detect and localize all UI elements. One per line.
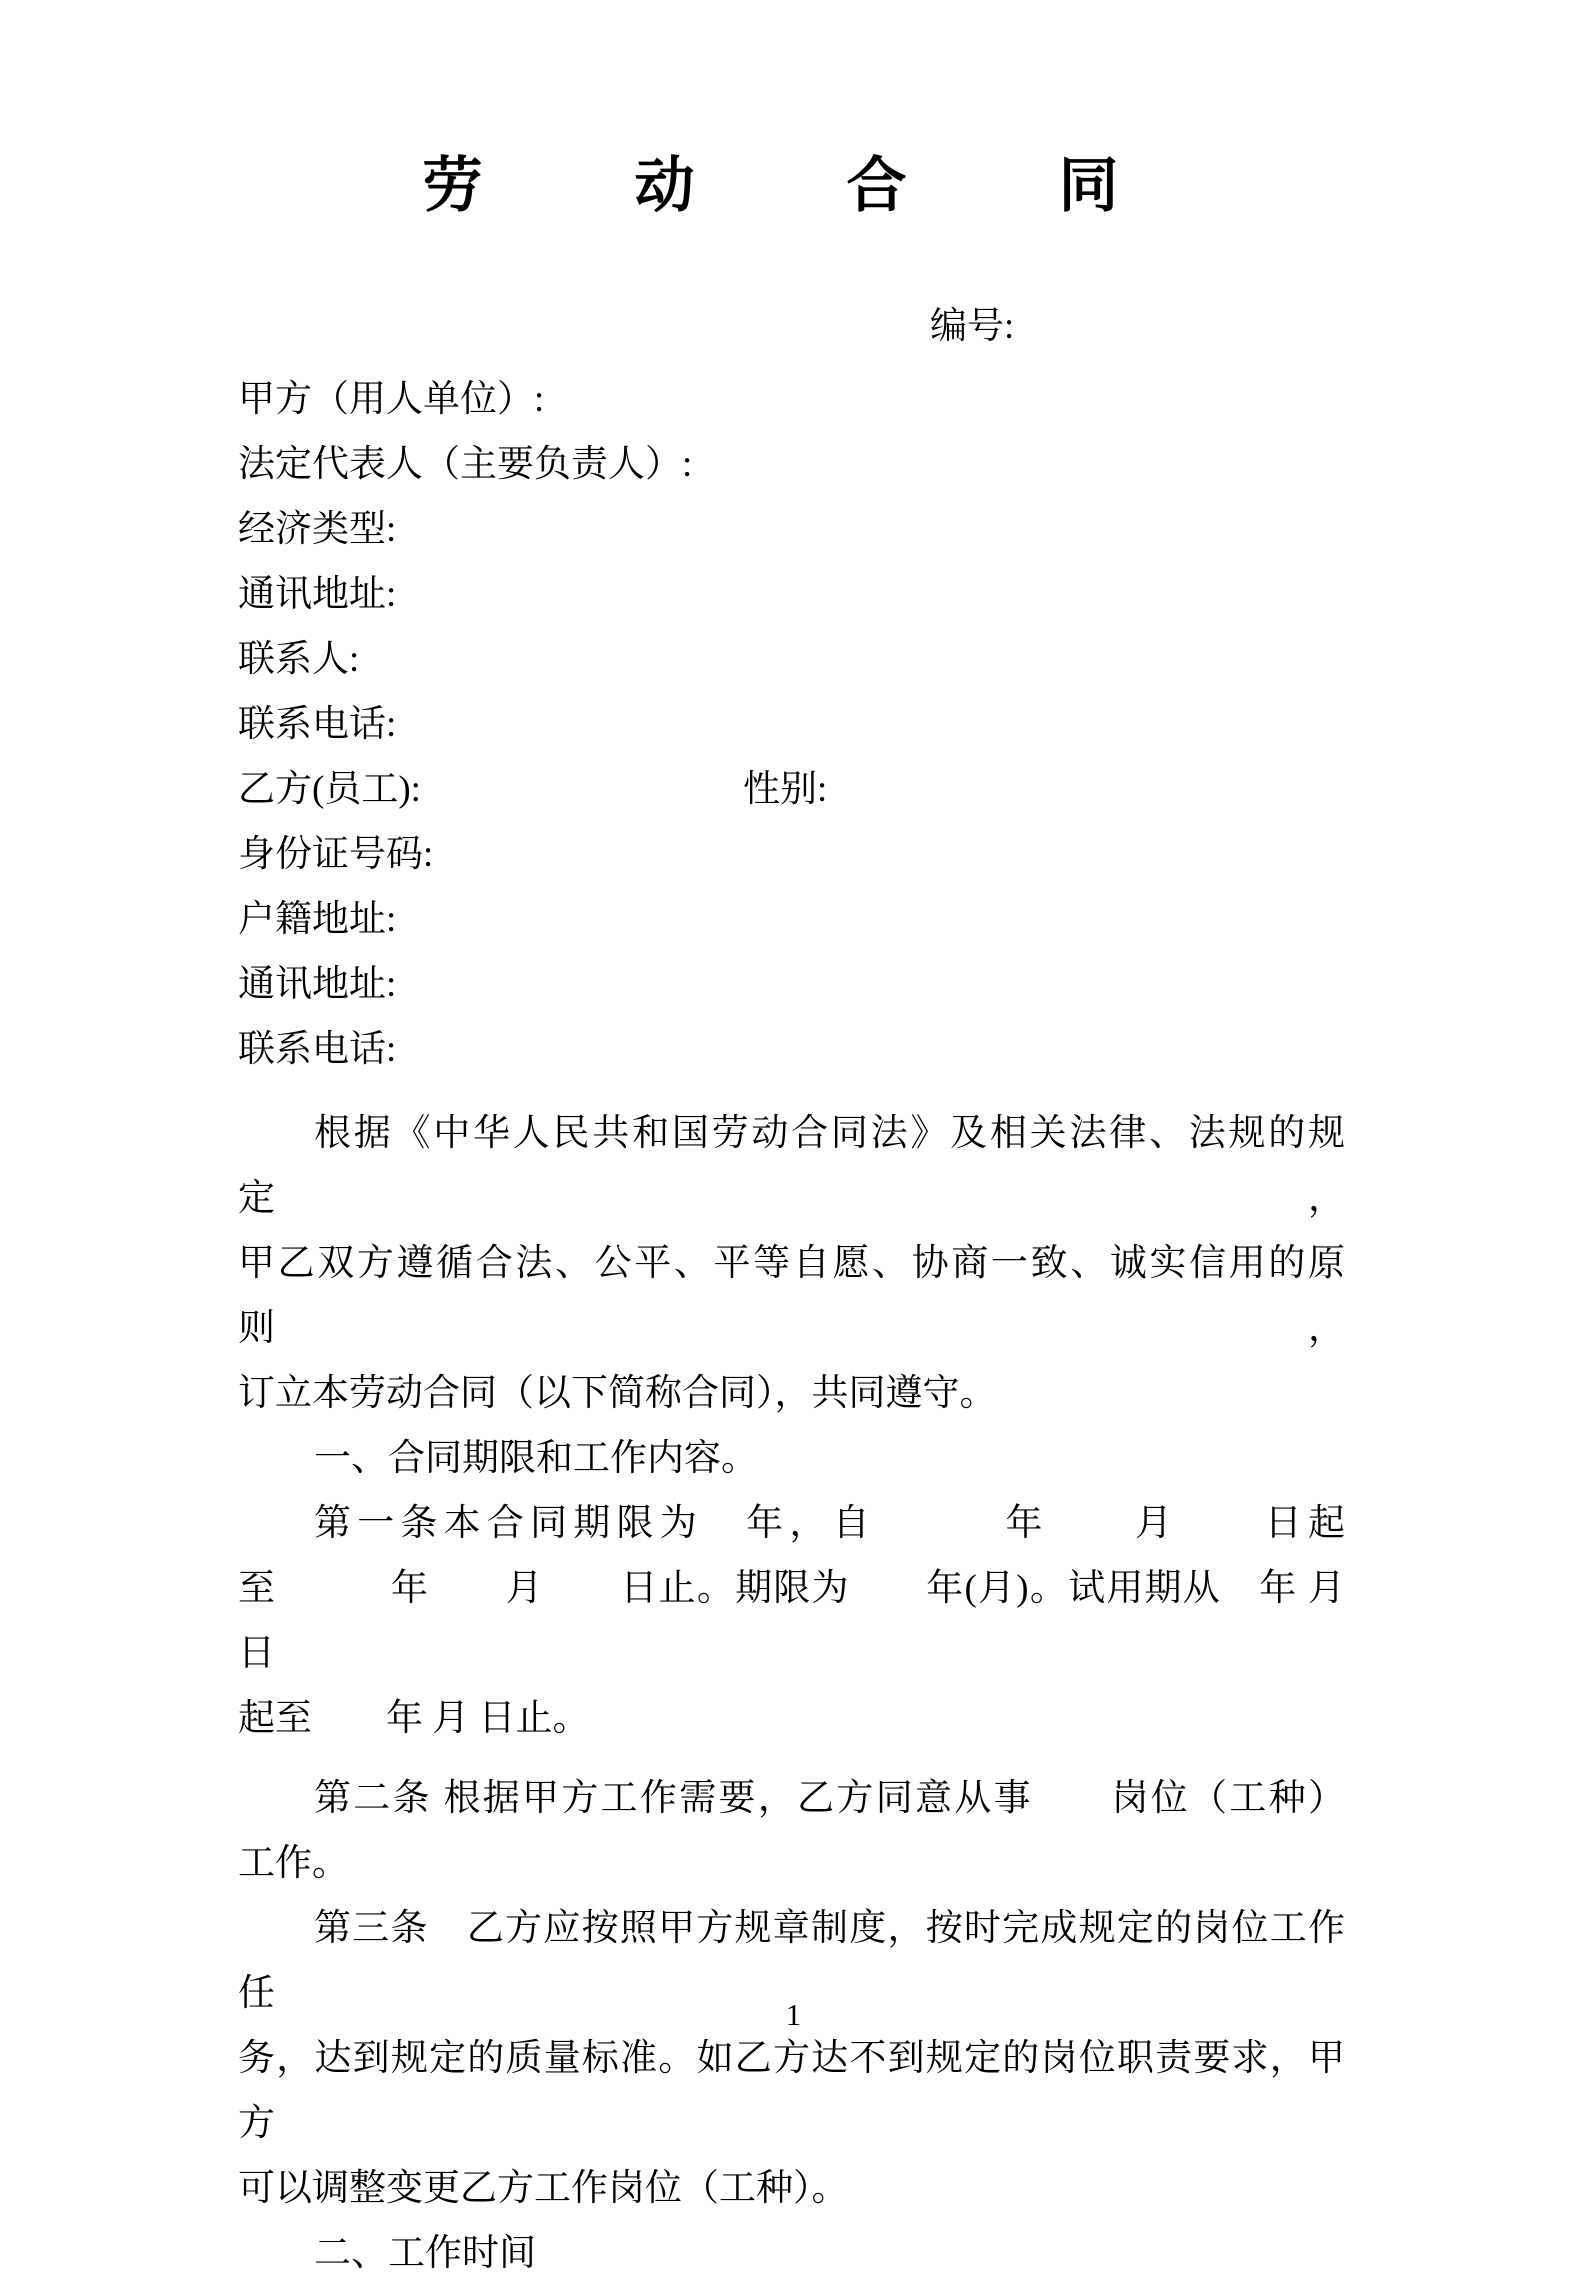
party-a-phone-text: 联系电话: xyxy=(238,704,397,745)
party-a-legal-rep-label xyxy=(238,432,1345,497)
preamble-line-2-text: 甲乙双方遵循合法、公平、平等自愿、协商一致、诚实信用的原则， xyxy=(238,1243,1345,1349)
party-a-name-label xyxy=(238,367,1345,432)
document-title: 劳 动 合 同 xyxy=(422,153,1165,219)
article-1-line-2-text: 至 年 月 日止。期限为 年(月)。试用期从 年 月 日 xyxy=(238,1568,1355,1674)
article-1-line-2 xyxy=(238,1556,1355,1686)
article-1-line-3 xyxy=(238,1686,1345,1751)
party-b-registered-addr xyxy=(238,887,1345,952)
party-b-mail-address-text: 通讯地址: xyxy=(238,964,397,1005)
article-1-line-1-text: 第一条本合同期限为 年，自 年 月 日起 xyxy=(314,1503,1345,1544)
party-a-contact-person-text: 联系人: xyxy=(238,639,360,680)
article-3-line-2-text: 务，达到规定的质量标准。如乙方达不到规定的岗位职责要求，甲方 xyxy=(238,2038,1345,2144)
document-body xyxy=(238,294,1355,2286)
article-3-line-3-text: 可以调整变更乙方工作岗位（工种）。 xyxy=(238,2168,849,2209)
article-3-line-2 xyxy=(238,2026,1345,2156)
party-b-name-label xyxy=(238,757,1345,822)
party-b-gender-label: 性别: xyxy=(743,769,828,810)
article-3-line-1-text: 第三条 乙方应按照甲方规章制度，按时完成规定的岗位工作任 xyxy=(238,1908,1345,2014)
party-a-economic-type-text: 经济类型: xyxy=(238,509,397,550)
preamble-line-3 xyxy=(238,1361,1345,1426)
article-1-line-3-text: 起至 年 月 日止。 xyxy=(238,1698,590,1739)
page-number: 1 xyxy=(785,1997,802,2032)
party-b-name-label-text: 乙方(员工): xyxy=(238,769,421,810)
party-a-mail-address-text: 通讯地址: xyxy=(238,574,397,615)
preamble-line-2 xyxy=(238,1231,1345,1361)
party-a-economic-type xyxy=(238,497,1345,562)
section-2-heading-text: 二、工作时间 xyxy=(314,2233,536,2274)
party-a-phone xyxy=(238,692,1345,757)
party-b-id-number xyxy=(238,822,1345,887)
serial-label xyxy=(238,294,1345,359)
party-b-mail-address xyxy=(238,952,1345,1017)
party-b-phone-text: 联系电话: xyxy=(238,1029,397,1070)
party-b-registered-addr-text: 户籍地址: xyxy=(238,899,397,940)
article-1-line-1 xyxy=(238,1491,1345,1556)
article-3-line-3 xyxy=(238,2156,1345,2221)
article-2-line-1 xyxy=(238,1766,1345,1831)
section-2-heading xyxy=(238,2221,1345,2286)
party-b-phone xyxy=(238,1017,1345,1082)
article-2-line-2 xyxy=(238,1831,1345,1896)
party-b-id-number-text: 身份证号码: xyxy=(238,834,434,875)
preamble-line-1 xyxy=(238,1101,1345,1231)
article-2-line-1-text: 第二条 根据甲方工作需要，乙方同意从事 岗位（工种） xyxy=(314,1778,1345,1819)
party-a-mail-address xyxy=(238,562,1345,627)
preamble-line-3-text: 订立本劳动合同（以下简称合同），共同遵守。 xyxy=(238,1373,997,1414)
party-a-legal-rep-label-text: 法定代表人（主要负责人）: xyxy=(238,444,693,485)
serial-label-text: 编号: xyxy=(930,306,1015,347)
party-a-contact-person xyxy=(238,627,1345,692)
section-1-heading-text: 一、合同期限和工作内容。 xyxy=(314,1438,758,1479)
section-1-heading xyxy=(238,1426,1345,1491)
party-a-name-label-text: 甲方（用人单位）: xyxy=(238,379,545,420)
preamble-line-1-text: 根据《中华人民共和国劳动合同法》及相关法律、法规的规定， xyxy=(238,1113,1345,1219)
article-2-line-2-text: 工作。 xyxy=(238,1843,349,1884)
